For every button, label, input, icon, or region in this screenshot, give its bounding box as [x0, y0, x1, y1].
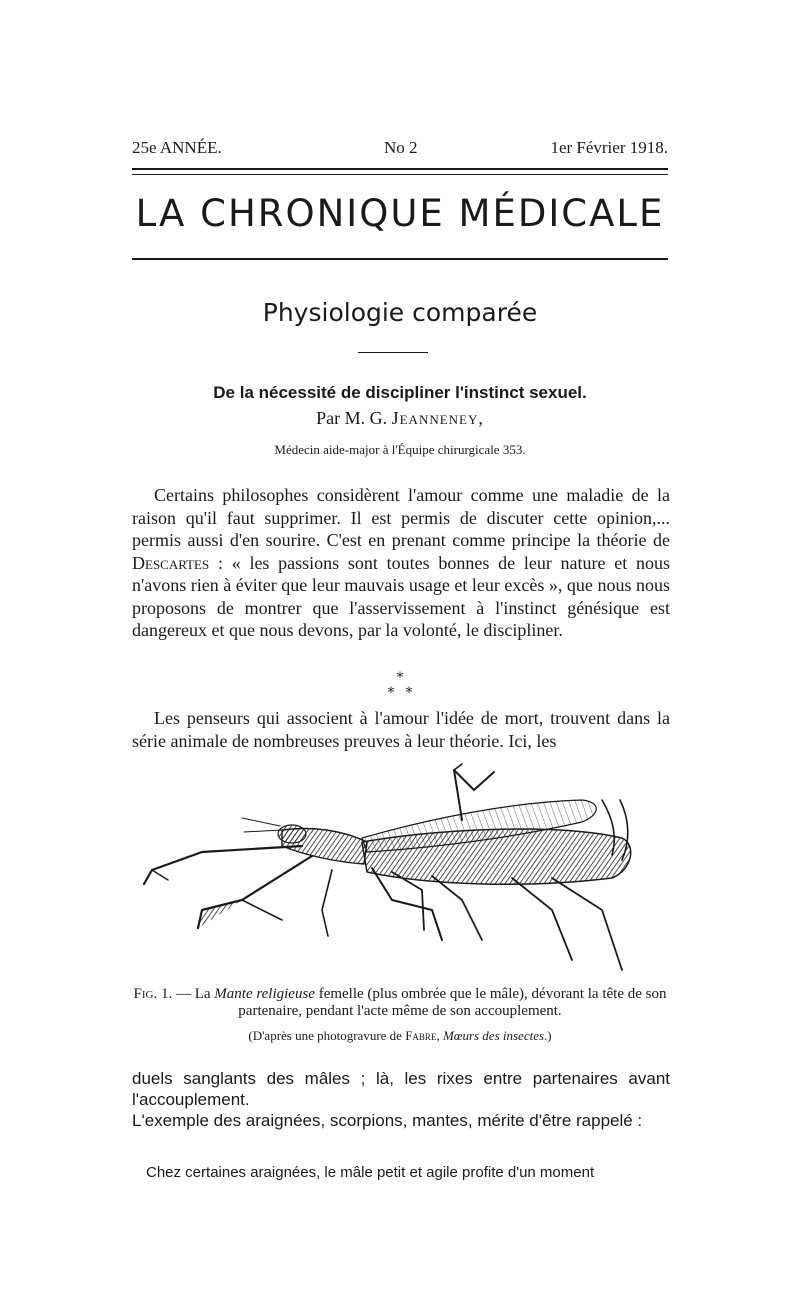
cited-author: Descartes — [132, 552, 210, 573]
caption-italic: Mante religieuse — [214, 986, 315, 1002]
paragraph-1-text-a: Certains philosophes considèrent l'amour comme une maladie de la raison qu'il faut supprimer. Il est permis de discuter cette opinion,... permis aussi d'en sourire. C'est en prenant comme principe la théorie de — [132, 485, 670, 550]
figure-credit — [132, 1028, 668, 1044]
paragraph-1-text-b: : « les passions sont toutes bonnes de leur nature et nous n'avons rien à éviter que leur mauvais usage et leur excès », que nous nous proposons de montrer que l'asservissement à l'instinct génésique est dangereux et que nous devons, par la volonté, le discipliner. — [132, 552, 670, 640]
header-issue: No 2 — [384, 138, 418, 157]
credit-author: Fabre — [405, 1028, 437, 1043]
credit-text-a: (D'après une photogravure de — [248, 1028, 406, 1043]
caption-text-b: femelle (plus ombrée que le mâle), dévorant la tête de son partenaire, pendant l'acte même de son accouplement. — [238, 986, 667, 1019]
paragraph-2: Les penseurs qui associent à l'amour l'idée de mort, trouvent dans la série animale de nombreuses preuves à leur théorie. Ici, les — [132, 708, 670, 751]
header-rule-thin — [132, 174, 668, 175]
section-title: Physiologie comparée — [262, 298, 538, 327]
section-rule — [358, 352, 428, 353]
asterism-icon — [370, 670, 430, 700]
byline-prefix: Par M. G. — [316, 408, 392, 428]
svg-text:*: * — [396, 670, 404, 686]
svg-text:*: * — [387, 685, 395, 700]
praying-mantis-illustration — [132, 760, 668, 980]
credit-text-b: .) — [544, 1028, 552, 1043]
figure-caption — [132, 986, 668, 1020]
svg-text:*: * — [405, 685, 413, 700]
running-header — [132, 138, 668, 160]
article-title: De la nécessité de discipliner l'instinct sexuel. — [213, 383, 587, 402]
figure-label: Fig. 1. — [133, 986, 173, 1002]
paragraph-3: duels sanglants des mâles ; là, les rixes entre partenaires avant l'accouplement. — [132, 1069, 670, 1109]
credit-italic: Mœurs des insectes — [442, 1028, 545, 1043]
header-rule-thick — [132, 168, 668, 170]
paragraph-5: Chez certaines araignées, le mâle petit et agile profite d'un moment — [146, 1164, 595, 1181]
author-name: Jeanneney, — [391, 408, 484, 428]
masthead-title: LA CHRONIQUE MÉDICALE — [135, 192, 665, 235]
credit-sep: , — [436, 1028, 443, 1043]
author-affiliation: Médecin aide-major à l'Équipe chirurgicale 353. — [274, 442, 526, 457]
header-year: 25e ANNÉE. — [132, 138, 222, 157]
paragraph-1 — [132, 484, 670, 642]
caption-text-a: — La — [172, 986, 215, 1002]
byline — [132, 408, 668, 429]
header-date: 1er Février 1918. — [550, 138, 668, 157]
paragraph-4: L'exemple des araignées, scorpions, mantes, mérite d'être rappelé : — [132, 1111, 643, 1130]
masthead-rule — [132, 258, 668, 260]
